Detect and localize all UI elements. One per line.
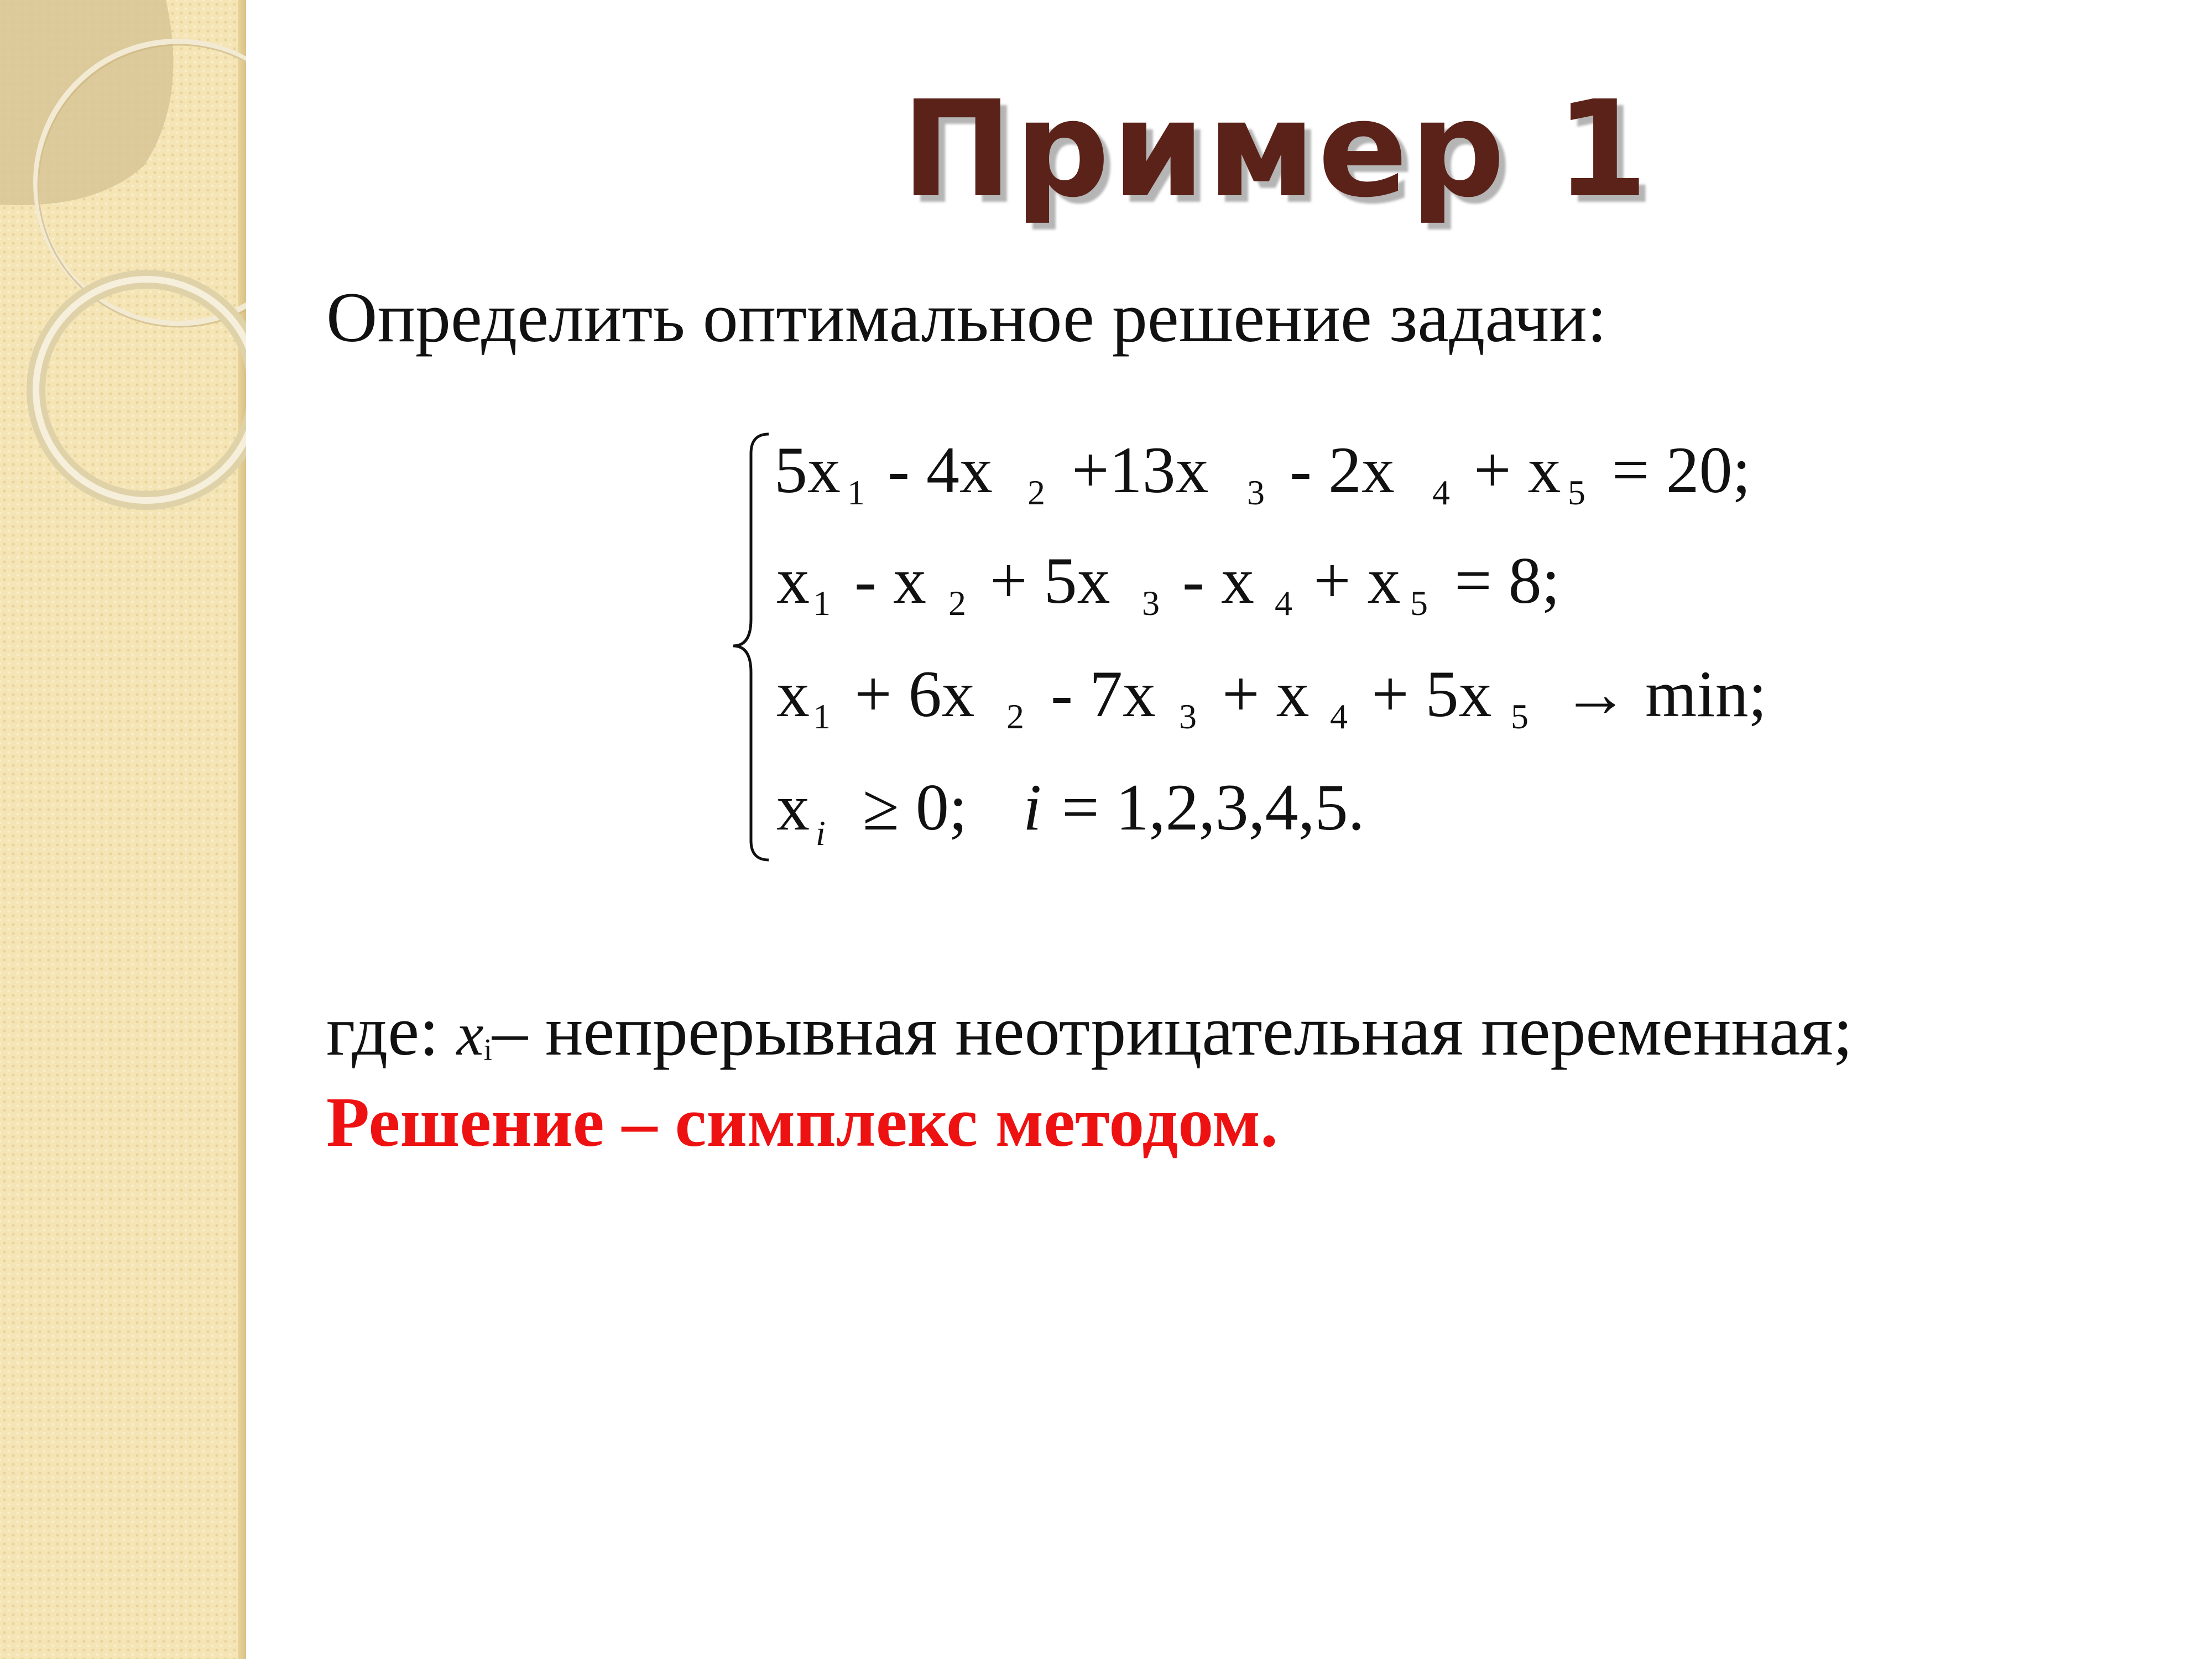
slide-title: Пример 1 — [901, 72, 1651, 227]
subscript: i — [816, 813, 826, 853]
system-brace — [733, 434, 769, 860]
subscript: 3 — [1142, 583, 1160, 623]
term: x — [776, 544, 810, 617]
equation-system — [730, 420, 1836, 874]
term: x — [776, 657, 810, 731]
term: + x — [1222, 657, 1310, 731]
term: = 20; — [1612, 433, 1751, 507]
term: ≥ 0; — [863, 770, 968, 844]
term: - 2x — [1290, 433, 1395, 507]
term: = 8; — [1454, 544, 1561, 617]
subscript: 1 — [813, 697, 831, 736]
term: +13x — [1072, 433, 1209, 507]
term: - 7x — [1051, 657, 1156, 731]
term: + 5x — [990, 544, 1110, 617]
solution-method: Решение – симплекс методом. — [326, 1083, 1278, 1161]
where-prefix: где: — [326, 992, 457, 1070]
constraint-row — [776, 770, 1365, 853]
term: - x — [1182, 544, 1254, 617]
subscript: 5 — [1511, 697, 1528, 736]
term: → min; — [1562, 657, 1767, 731]
subscript: 2 — [948, 583, 966, 623]
variable-symbol: x — [456, 1000, 484, 1068]
subscript: 5 — [1568, 473, 1585, 512]
term: = 1,2,3,4,5. — [1062, 770, 1365, 844]
subscript: 1 — [847, 473, 865, 512]
subscript: 2 — [1006, 697, 1024, 736]
subscript: 5 — [1410, 583, 1428, 623]
equation-row-2 — [776, 544, 1560, 623]
subscript: 3 — [1247, 473, 1265, 512]
term: 5x — [774, 433, 841, 507]
problem-statement: Определить оптимальное решение задачи: — [326, 278, 1607, 357]
variable-description: – непрерывная неотрицательная переменная; — [492, 992, 1853, 1070]
variable-subscript: i — [483, 1033, 493, 1067]
objective-row — [776, 657, 1767, 736]
subscript: 4 — [1432, 473, 1450, 512]
equation-row-1 — [774, 433, 1751, 512]
term: + x — [1313, 544, 1401, 617]
term: i — [1023, 770, 1042, 844]
variable-definition — [326, 992, 1853, 1070]
term: + 6x — [854, 657, 975, 731]
term: x — [776, 770, 810, 844]
term: - x — [854, 544, 926, 617]
subscript: 3 — [1179, 697, 1197, 736]
term: + x — [1474, 433, 1561, 507]
subscript: 4 — [1275, 583, 1292, 623]
term: + 5x — [1371, 657, 1492, 731]
term: - 4x — [888, 433, 993, 507]
subscript: 4 — [1330, 697, 1348, 736]
subscript: 2 — [1027, 473, 1045, 512]
subscript: 1 — [813, 583, 831, 623]
